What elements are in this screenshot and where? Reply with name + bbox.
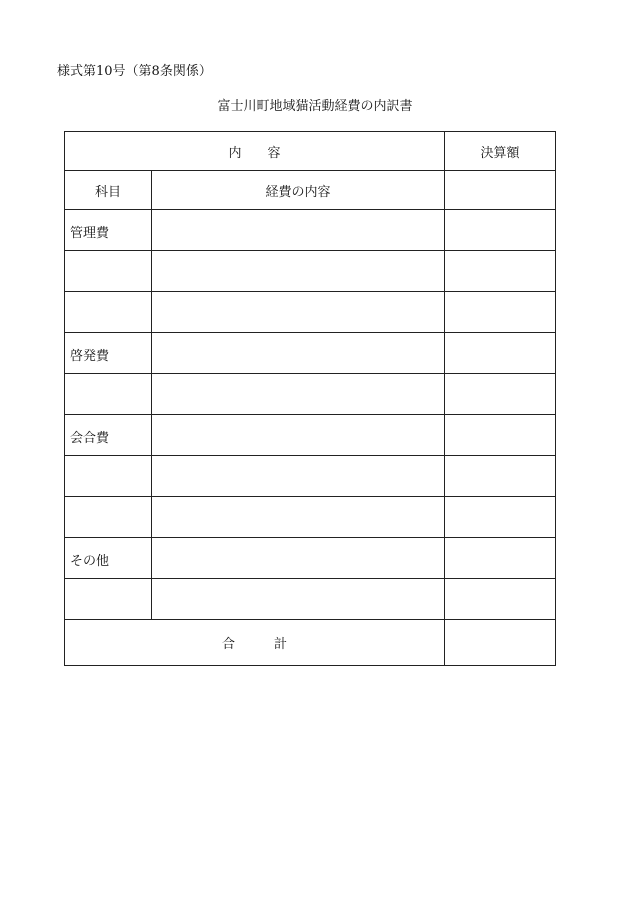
header-content-cell: 内 容	[65, 132, 445, 171]
amount-cell[interactable]	[445, 579, 556, 620]
subheader-subject-cell: 科目	[65, 171, 152, 210]
subject-cell: 啓発費	[65, 333, 152, 374]
content-cell[interactable]	[152, 292, 445, 333]
amount-cell[interactable]	[445, 497, 556, 538]
table-row	[65, 210, 556, 251]
header-amount-cell: 決算額	[445, 132, 556, 171]
content-cell[interactable]	[152, 538, 445, 579]
subject-cell	[65, 374, 152, 415]
subheader-amount-cell	[445, 171, 556, 210]
subject-cell	[65, 292, 152, 333]
table-row	[65, 538, 556, 579]
amount-cell[interactable]	[445, 210, 556, 251]
total-amount-cell[interactable]	[445, 620, 556, 666]
table-row	[65, 497, 556, 538]
amount-cell[interactable]	[445, 456, 556, 497]
table-row	[65, 456, 556, 497]
total-row	[65, 620, 556, 666]
subject-cell: その他	[65, 538, 152, 579]
subject-cell: 管理費	[65, 210, 152, 251]
table-row	[65, 292, 556, 333]
content-cell[interactable]	[152, 210, 445, 251]
table-row	[65, 251, 556, 292]
content-cell[interactable]	[152, 579, 445, 620]
table-row	[65, 415, 556, 456]
table-subheader-row	[65, 171, 556, 210]
content-cell[interactable]	[152, 497, 445, 538]
subject-cell	[65, 456, 152, 497]
amount-cell[interactable]	[445, 251, 556, 292]
document-title: 富士川町地域猫活動経費の内訳書	[217, 99, 413, 114]
total-label-cell: 合 計	[65, 620, 445, 666]
subject-cell	[65, 497, 152, 538]
table-row	[65, 333, 556, 374]
content-cell[interactable]	[152, 333, 445, 374]
content-cell[interactable]	[152, 415, 445, 456]
subheader-content-cell: 経費の内容	[152, 171, 445, 210]
table-row	[65, 579, 556, 620]
amount-cell[interactable]	[445, 415, 556, 456]
subject-cell	[65, 251, 152, 292]
subject-cell	[65, 579, 152, 620]
amount-cell[interactable]	[445, 538, 556, 579]
amount-cell[interactable]	[445, 374, 556, 415]
amount-cell[interactable]	[445, 333, 556, 374]
form-number: 様式第10号（第8条関係）	[57, 64, 212, 79]
content-cell[interactable]	[152, 456, 445, 497]
content-cell[interactable]	[152, 251, 445, 292]
table-header-row	[65, 132, 556, 171]
content-cell[interactable]	[152, 374, 445, 415]
table-row	[65, 374, 556, 415]
subject-cell: 会合費	[65, 415, 152, 456]
amount-cell[interactable]	[445, 292, 556, 333]
expense-breakdown-table	[64, 131, 556, 666]
